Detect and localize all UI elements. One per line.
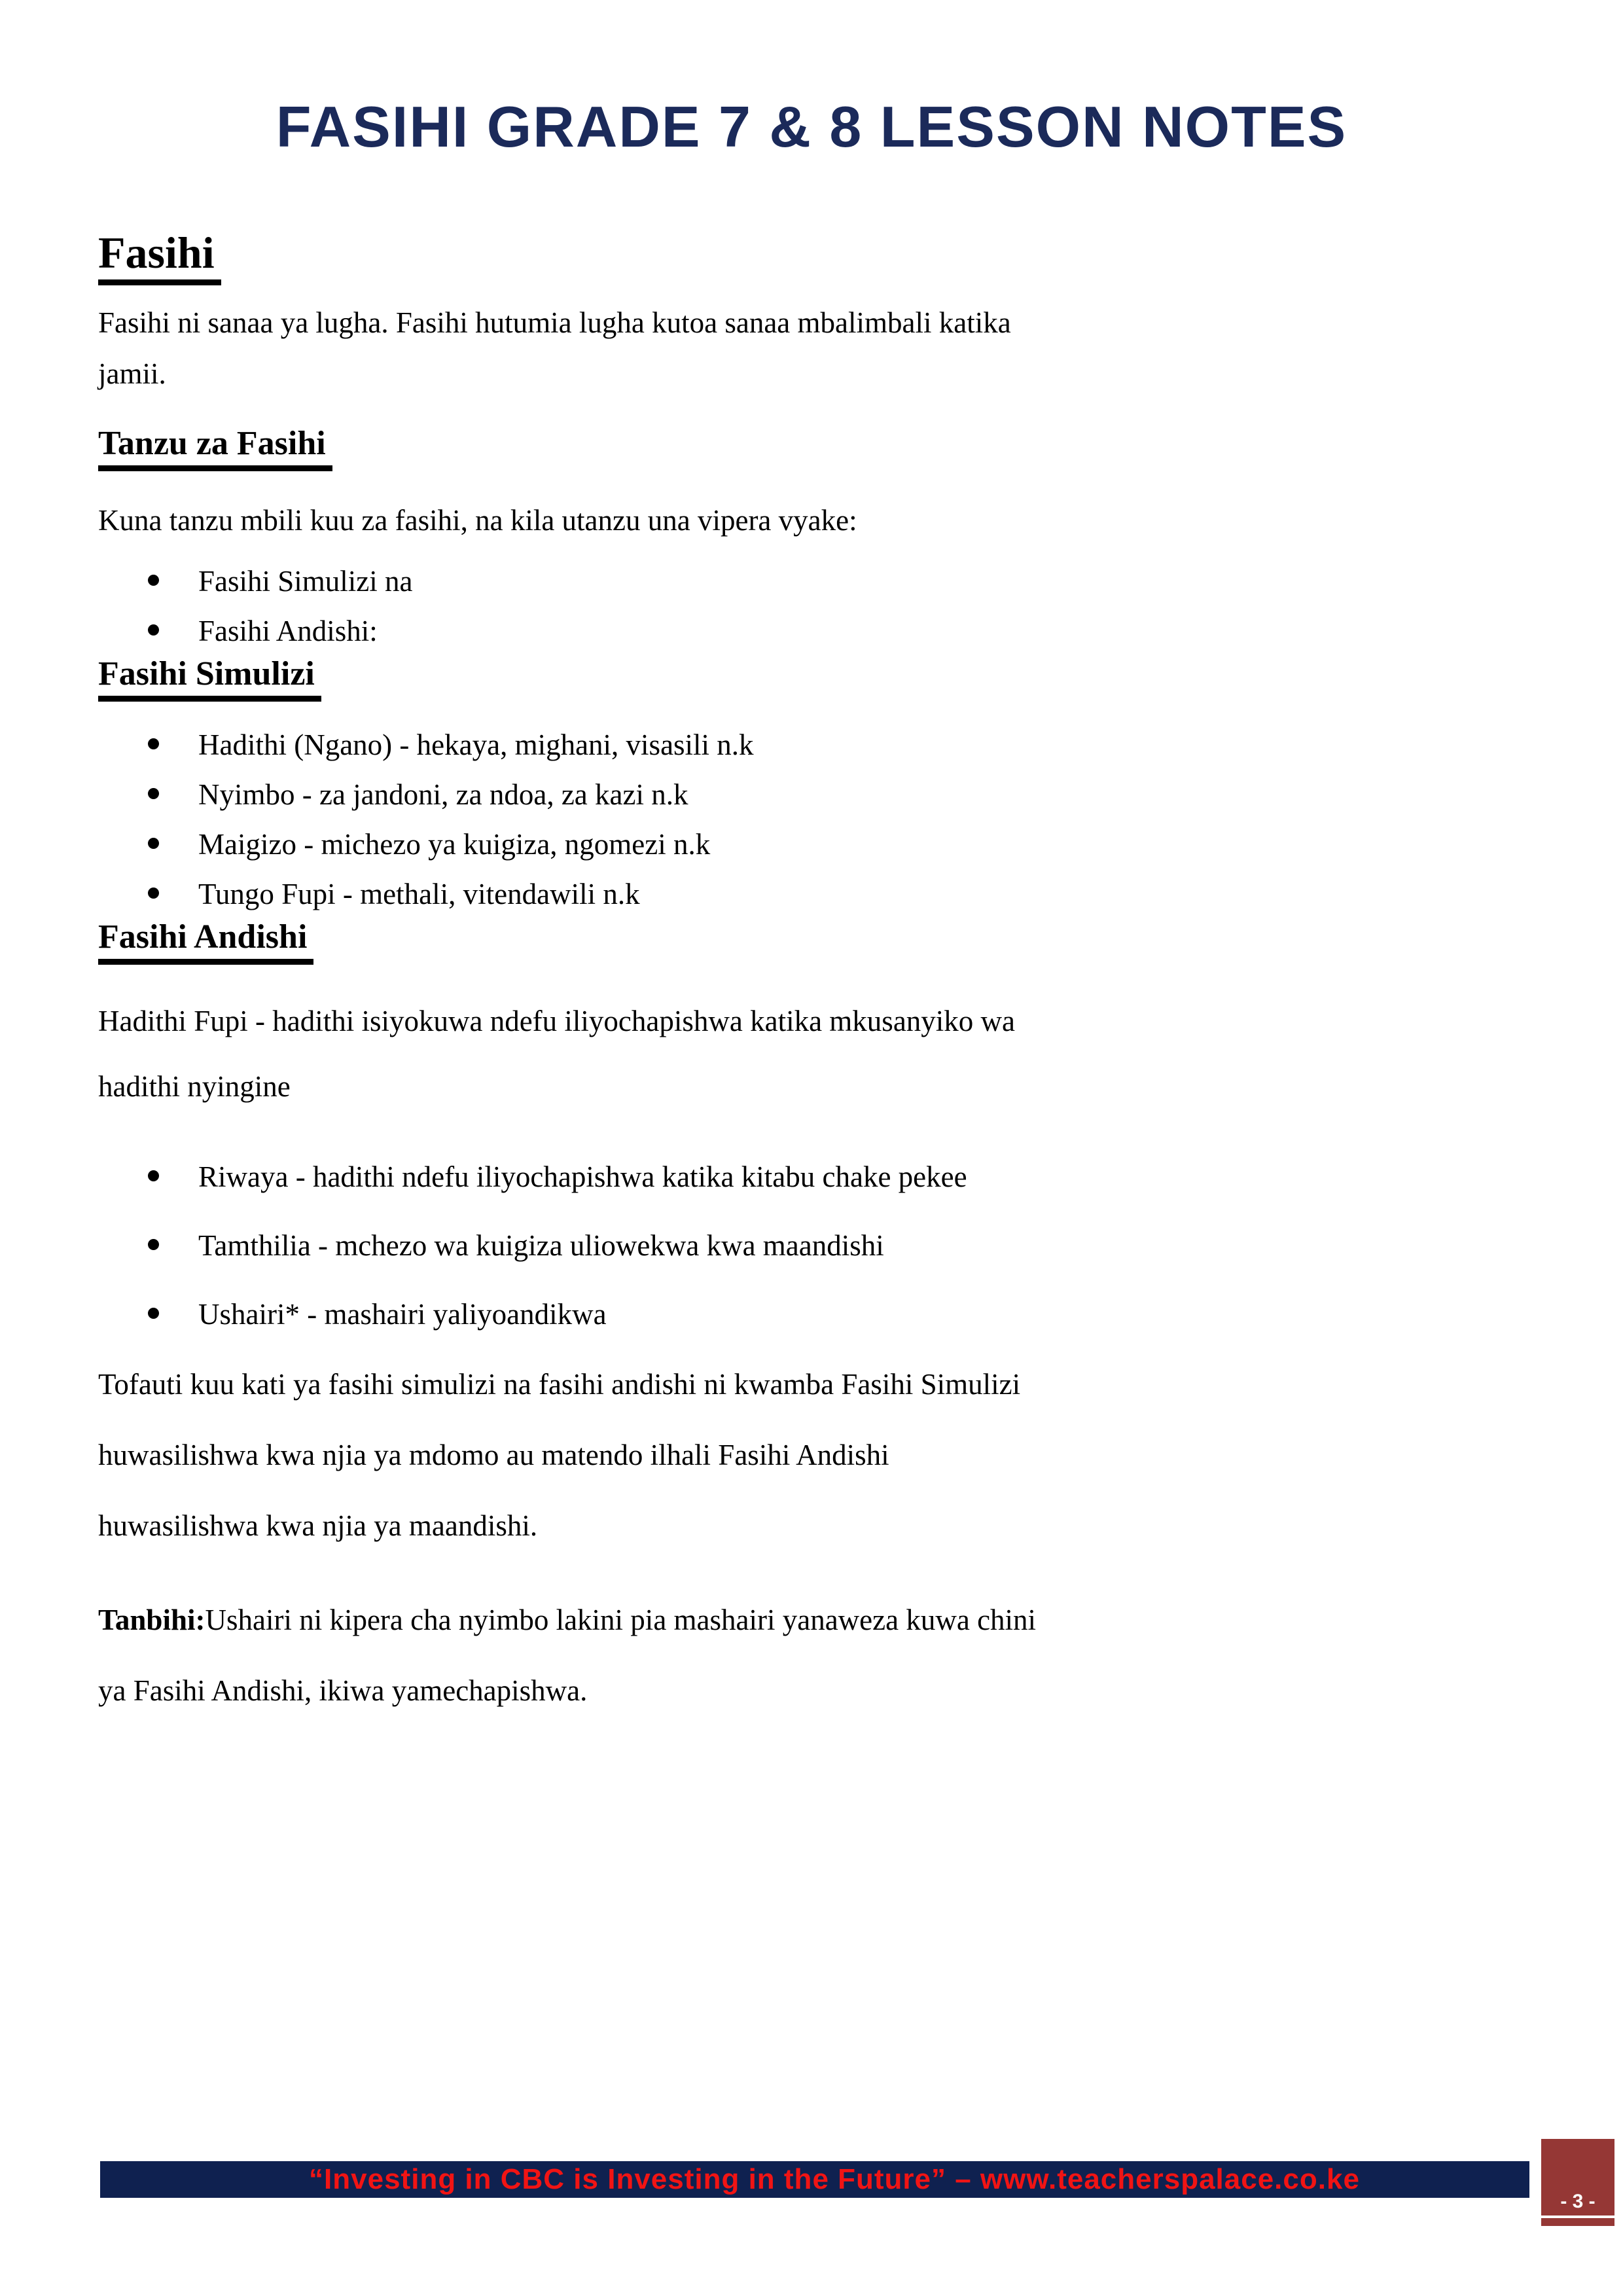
list-fasihi-andishi [98,1143,1528,1349]
list-item-text: Fasihi Simulizi na [198,565,413,598]
text-line: huwasilishwa kwa njia ya maandishi. [98,1509,538,1542]
list-fasihi-simulizi [98,720,1528,919]
list-item-text: Tungo Fupi - methali, vitendawili n.k [198,878,640,910]
text-line: huwasilishwa kwa njia ya mdomo au matendo ilhali Fasihi Andishi [98,1439,889,1471]
list-item [98,770,1528,819]
paragraph-tofauti [98,1349,1528,1561]
list-item [98,606,1528,656]
list-tanzu [98,556,1528,656]
section-heading-tanzu-za-fasihi: Tanzu za Fasihi [98,425,1528,471]
tanbihi-text: Ushairi ni kipera cha nyimbo lakini pia mashairi yanaweza kuwa chini [205,1604,1037,1636]
list-item [98,1143,1528,1211]
list-item [98,1211,1528,1280]
text-line: ya Fasihi Andishi, ikiwa yamechapishwa. [98,1674,588,1707]
list-item-text: Hadithi (Ngano) - hekaya, mighani, visasili n.k [198,728,754,761]
text-line [98,1585,1528,1655]
paragraph-fasihi-definition [98,297,1528,399]
bullet-icon [148,1239,159,1250]
list-item [98,1280,1528,1349]
tanbihi-label: Tanbihi: [98,1604,205,1636]
list-item [98,869,1528,919]
footer-slogan: “Investing in CBC is Investing in the Future” – www.teacherspalace.co.ke [309,2163,1360,2195]
section-heading-fasihi: Fasihi [98,229,1528,285]
text-line: Fasihi ni sanaa ya lugha. Fasihi hutumia lugha kutoa sanaa mbalimbali katika [98,306,1011,339]
text-line: hadithi nyingine [98,1070,291,1103]
text-line: Tofauti kuu kati ya fasihi simulizi na fasihi andishi ni kwamba Fasihi Simulizi [98,1368,1021,1401]
list-item [98,556,1528,606]
list-item [98,720,1528,770]
text-line: jamii. [98,357,166,390]
paragraph-tanbihi [98,1585,1528,1726]
list-item-text: Nyimbo - za jandoni, za ndoa, za kazi n.k [198,778,688,811]
document-content [98,229,1528,1726]
list-item-text: Riwaya - hadithi ndefu iliyochapishwa katika kitabu chake pekee [198,1160,967,1193]
paragraph-tanzu-intro [98,495,1528,546]
page-number: - 3 - [1560,2191,1596,2212]
text-line: Hadithi Fupi - hadithi isiyokuwa ndefu iliyochapishwa katika mkusanyiko wa [98,1005,1016,1037]
bullet-icon [148,738,159,749]
page-title: FASIHI GRADE 7 & 8 LESSON NOTES [276,94,1347,159]
bullet-icon [148,624,159,636]
section-heading-fasihi-andishi: Fasihi Andishi [98,919,1528,965]
list-item-text: Fasihi Andishi: [198,615,378,647]
section-heading-fasihi-simulizi: Fasihi Simulizi [98,656,1528,702]
bullet-icon [148,1308,159,1319]
list-item-text: Tamthilia - mchezo wa kuigiza uliowekwa kwa maandishi [198,1229,884,1262]
paragraph-hadithi-fupi [98,988,1528,1119]
list-item-text: Ushairi* - mashairi yaliyoandikwa [198,1298,607,1331]
bullet-icon [148,838,159,849]
bullet-icon [148,788,159,799]
text-line: Kuna tanzu mbili kuu za fasihi, na kila utanzu una vipera vyake: [98,504,857,537]
page-number-box [1541,2139,1614,2215]
footer-bar [100,2161,1529,2198]
bullet-icon [148,888,159,899]
page-number-strip [1541,2218,1614,2226]
list-item-text: Maigizo - michezo ya kuigiza, ngomezi n.k [198,828,711,861]
list-item [98,819,1528,869]
bullet-icon [148,575,159,586]
bullet-icon [148,1170,159,1181]
